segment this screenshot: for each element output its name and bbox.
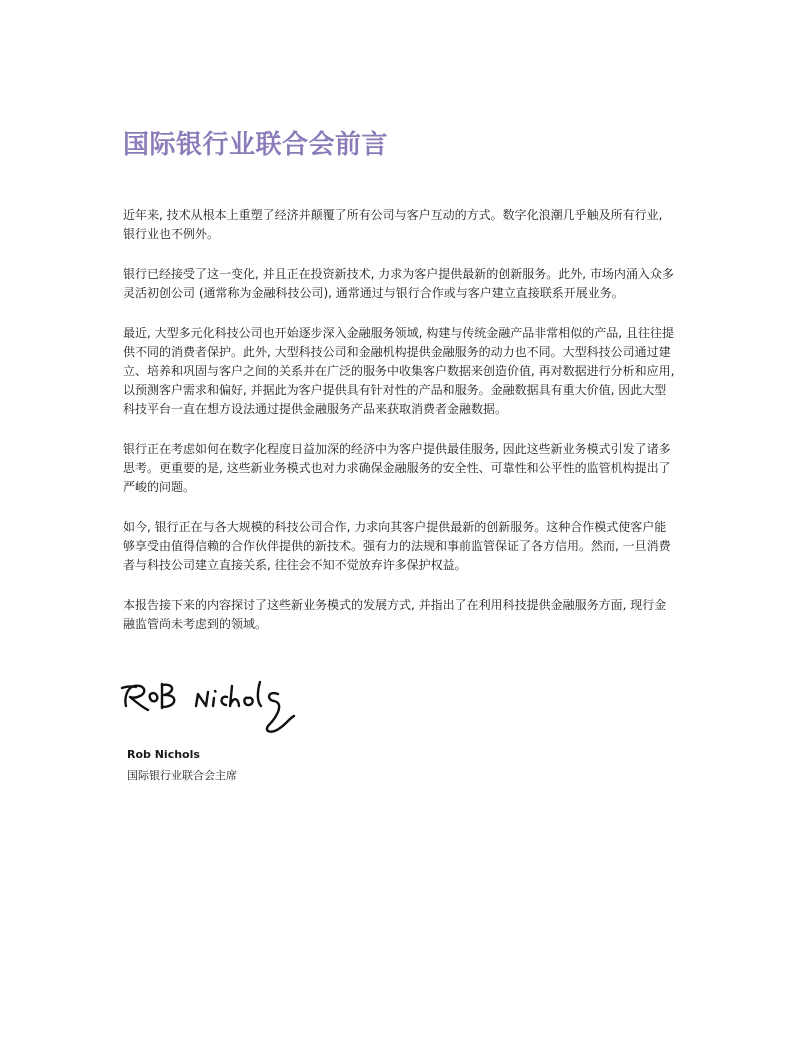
signer-title: 国际银行业联合会主席 xyxy=(127,769,237,782)
paragraph-5: 如今, 银行正在与各大规模的科技公司合作, 力求向其客户提供最新的创新服务。这种合作模式使客户能够享受由值得信赖的合作伙伴提供的新技术。强有力的法规和事前监管保证了各方信用。然而, 一旦消费者与科技公司建立直接关系, 往往会不知不觉放弃许多保护权益。 xyxy=(123,520,671,572)
paragraph-6: 本报告接下来的内容探讨了这些新业务模式的发展方式, 并指出了在利用科技提供金融服务方面, 现行金融监管尚未考虑到的领域。 xyxy=(123,598,667,631)
paragraph-4: 银行正在考虑如何在数字化程度日益加深的经济中为客户提供最佳服务, 因此这些新业务模式引发了诸多思考。更重要的是, 这些新业务模式也对力求确保金融服务的安全性、可靠性和公平性的监管机构提出了严峻的问题。 xyxy=(123,442,671,494)
paragraph-3: 最近, 大型多元化科技公司也开始逐步深入金融服务领域, 构建与传统金融产品非常相似的产品, 且往往提供不同的消费者保护。此外, 大型科技公司和金融机构提供金融服务的动力也不同。大型科技公司通过建立、培养和巩固与客户之间的关系并在广泛的服务中收集客户数据来创造价值, 再对数据进行分析和应用, 以预测客户需求和偏好, 并据此为客户提供具有针对性的产品和服务。金融数据具有重大价值, 因此大型科技平台一直在想方设法通过提供金融服务产品来获取消费者金融数据。 xyxy=(123,326,675,416)
handwritten-signature xyxy=(118,676,308,740)
paragraph-2: 银行已经接受了这一变化, 并且正在投资新技术, 力求为客户提供最新的创新服务。此外, 市场内涌入众多灵活初创公司 (通常称为金融科技公司), 通常通过与银行合作或与客户建立直接联系开展业务。 xyxy=(123,267,674,300)
foreword-body xyxy=(123,206,675,655)
document-title: 国际银行业联合会前言 xyxy=(123,130,389,160)
signer-name: Rob Nichols xyxy=(127,748,200,761)
signature-text: Rob Nichols xyxy=(118,738,124,739)
paragraph-1: 近年来, 技术从根本上重塑了经济并颠覆了所有公司与客户互动的方式。数字化浪潮几乎触及所有行业, 银行业也不例外。 xyxy=(123,208,663,241)
